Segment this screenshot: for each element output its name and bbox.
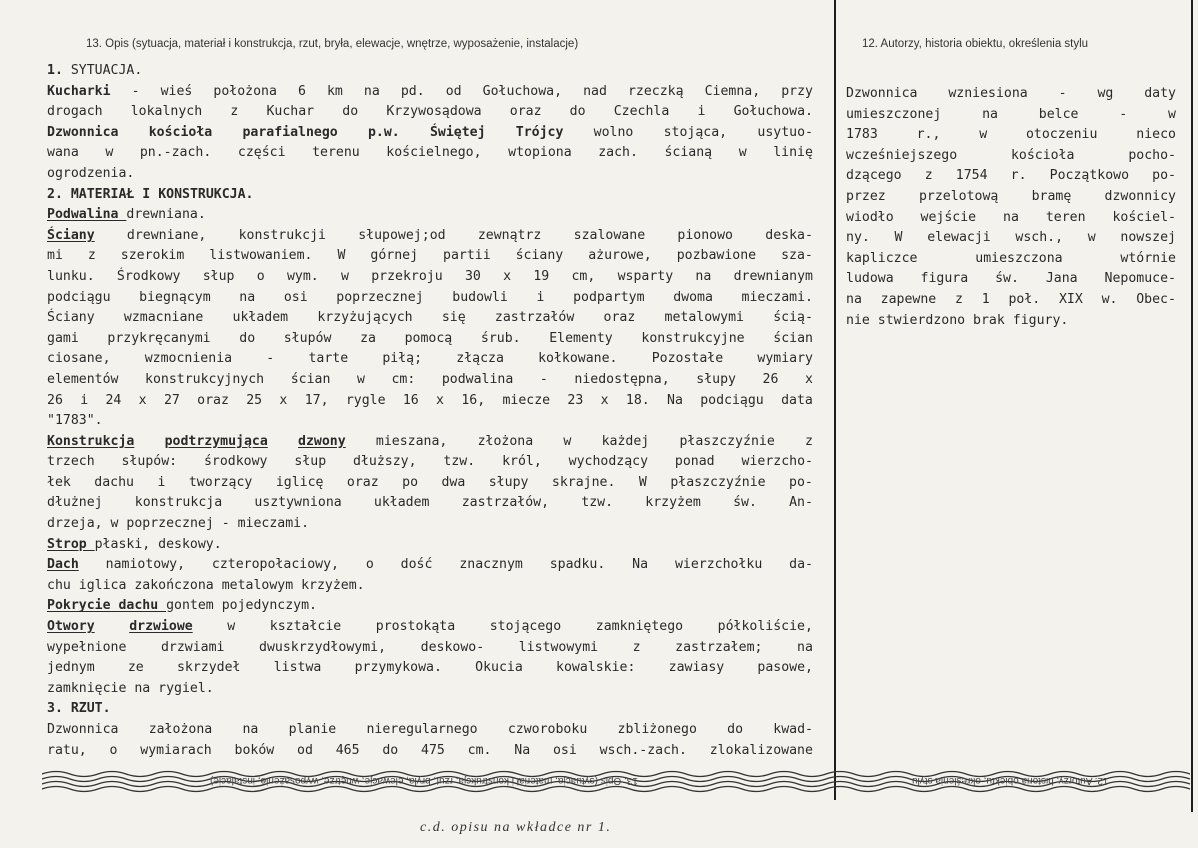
text-line: ogrodzenia. bbox=[47, 165, 135, 181]
text-line: gami przykręcanymi do słupów za pomocą śrub. Elementy konstrukcyjne ścian bbox=[47, 330, 813, 346]
form-divider-line bbox=[834, 0, 836, 800]
text-line: zamknięcie na rygiel. bbox=[47, 680, 214, 696]
text-line: Kucharki - wieś położona 6 km na pd. od Gołuchowa, nad rzeczką Ciemna, przy bbox=[47, 83, 813, 99]
text-line: chu iglica zakończona metalowym krzyżem. bbox=[47, 577, 365, 593]
text-line: Otwory drzwiowe w kształcie prostokąta stojącego zamkniętego półkoliście, bbox=[47, 619, 813, 635]
page-right-border bbox=[1191, 0, 1193, 812]
text-line: na zapewne z 1 poł. XIX w. Obec- bbox=[846, 291, 1176, 307]
text-line: Ściany wzmacniane układem krzyżujących się zastrzałów oraz metalowymi ścią- bbox=[47, 310, 813, 326]
text-line: umieszczonej na belce - w bbox=[846, 106, 1176, 122]
text-line: podciągu biegnącym na osi poprzecznej budowli i podpartym dwoma mieczami. bbox=[47, 289, 813, 305]
text-line: lunku. Środkowy słup o wym. w przekroju 30 x 19 cm, wsparty na drewnianym bbox=[47, 268, 813, 284]
text-line: 2. MATERIAŁ I KONSTRUKCJA. bbox=[47, 186, 254, 202]
text-line: Dzwonnica wzniesiona - wg daty bbox=[846, 86, 1176, 101]
text-line: elementów konstrukcyjnych ścian w cm: podwalina - niedostępna, słupy 26 x bbox=[47, 371, 813, 387]
text-line: dzącego z 1754 r. Początkowo po- bbox=[846, 168, 1176, 184]
text-line: dłużnej konstrukcja usztywniona układem zastrzałów, tzw. krzyżem św. An- bbox=[47, 495, 813, 511]
mirrored-history-header: 12. Autorzy, historia obiektu, określenia stylu bbox=[912, 775, 1109, 786]
description-text bbox=[47, 61, 813, 761]
text-line: drzeja, w poprzecznej - mieczami. bbox=[47, 516, 310, 532]
history-text bbox=[846, 84, 1176, 331]
text-line: ciosane, wzmocnienia - tarte piłą; złącza kołkowane. Pozostałe wymiary bbox=[47, 351, 813, 367]
text-line: nie stwierdzono brak figury. bbox=[846, 312, 1069, 328]
text-line: wana w pn.-zach. części terenu kościelnego, wtopiona zach. ścianą w linię bbox=[47, 145, 813, 161]
text-line: Konstrukcja podtrzymująca dzwony mieszana, złożona w każdej płaszczyźnie z bbox=[47, 433, 813, 449]
text-line: wiodło wejście na teren kościel- bbox=[846, 209, 1176, 225]
text-line: Strop płaski, deskowy. bbox=[47, 536, 222, 552]
text-line: ludowa figura św. Jana Nepomuce- bbox=[846, 271, 1176, 287]
text-line: 3. RZUT. bbox=[47, 701, 111, 717]
text-line: trzech słupów: środkowy słup dłuższy, tzw. król, wychodzący ponad wierzcho- bbox=[47, 454, 813, 470]
text-line: Dzwonnica kościoła parafialnego p.w. Świętej Trójcy wolno stojąca, usytuo- bbox=[47, 124, 813, 140]
text-line: łek dachu i tworzący iglicę oraz po dwa słupy skrajne. W płaszczyźnie po- bbox=[47, 474, 813, 490]
text-line: mi z szerokim listwowaniem. W górnej partii ściany ażurowe, pozbawione sza- bbox=[47, 248, 813, 264]
text-line: ratu, o wymiarach boków od 465 do 475 cm. Na osi wsch.-zach. zlokalizowane bbox=[47, 742, 813, 758]
text-line: kapliczce umieszczona wtórnie bbox=[846, 250, 1176, 266]
text-line: Dach namiotowy, czteropołaciowy, o dość znacznym spadku. Na wierzchołku da- bbox=[47, 557, 813, 573]
text-line: 26 i 24 x 27 oraz 25 x 17, rygle 16 x 16, miecze 23 x 18. Na podciągu data bbox=[47, 392, 813, 408]
text-line: drogach lokalnych z Kuchar do Krzywosądowa oraz do Czechla i Gołuchowa. bbox=[47, 104, 813, 120]
history-section-header: 12. Autorzy, historia obiektu, określenia stylu bbox=[862, 38, 1089, 50]
mirrored-description-header: 13. Opis (sytuacja, materiał i konstrukcja, rzut, bryła, elewacje, wnętrze, wyposażenie, instalacje) bbox=[210, 775, 638, 786]
continuation-note: c.d. opisu na wkładce nr 1. bbox=[420, 820, 612, 835]
text-line: Pokrycie dachu gontem pojedynczym. bbox=[47, 598, 317, 614]
text-line: Ściany drewniane, konstrukcji słupowej;od zewnątrz szalowane pionowo deska- bbox=[47, 227, 813, 243]
text-line: "1783". bbox=[47, 413, 103, 429]
text-line: Podwalina drewniana. bbox=[47, 207, 206, 223]
text-line: 1783 r., w otoczeniu nieco bbox=[846, 127, 1176, 143]
text-line: jednym ze skrzydeł listwa przymykowa. Okucia kowalskie: zawiasy pasowe, bbox=[47, 660, 813, 676]
text-line: wypełnione drzwiami dwuskrzydłowymi, deskowo- listwowymi z zastrzałem; na bbox=[47, 639, 813, 655]
text-line: 1. SYTUACJA. bbox=[47, 63, 143, 78]
text-line: ny. W elewacji wsch., w nowszej bbox=[846, 230, 1176, 246]
text-line: Dzwonnica założona na planie nieregularnego czworoboku zbliżonego do kwad- bbox=[47, 722, 813, 737]
description-section-header: 13. Opis (sytuacja, materiał i konstrukcja, rzut, bryła, elewacje, wnętrze, wyposażenie, instalacje) bbox=[86, 38, 579, 50]
text-line: przez przelotową bramę dzwonnicy bbox=[846, 188, 1176, 204]
text-line: wcześniejszego kościoła pocho- bbox=[846, 147, 1176, 163]
